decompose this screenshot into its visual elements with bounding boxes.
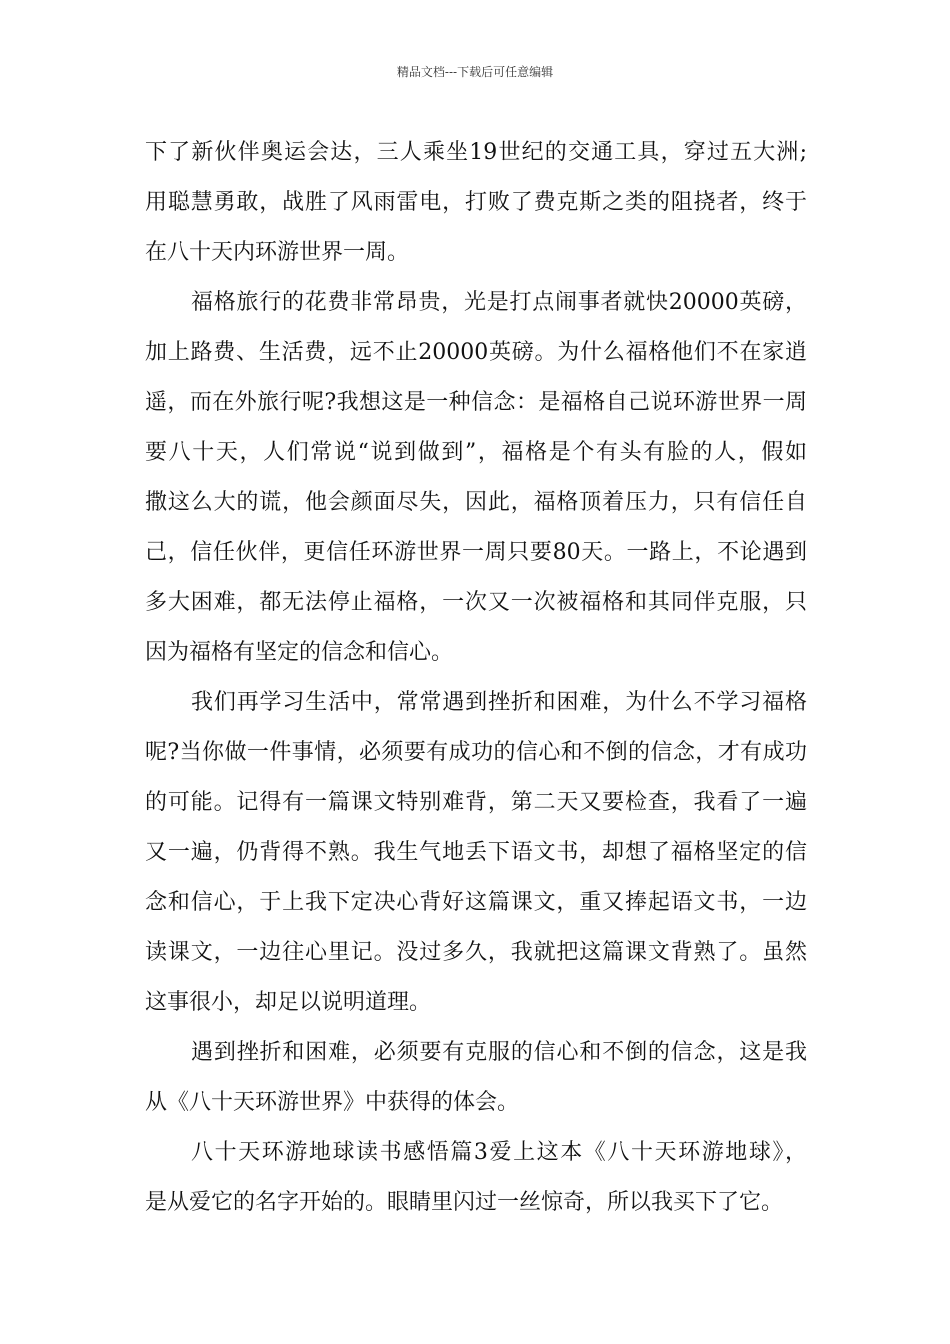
text-line: 遥，而在外旅行呢?我想这是一种信念：是福格自己说环游世界一周 [145, 390, 807, 415]
text-line: 因为福格有坚定的信念和信心。 [145, 640, 454, 665]
text-line: 在八十天内环游世界一周。 [145, 240, 410, 265]
text-line: 下了新伙伴奥运会达，三人乘坐19世纪的交通工具，穿过五大洲; [145, 140, 807, 165]
text-line: 的可能。记得有一篇课文特别难背，第二天又要检查，我看了一遍 [145, 790, 807, 815]
text-line: 呢?当你做一件事情，必须要有成功的信心和不倒的信念，才有成功 [145, 740, 807, 765]
text-line: 用聪慧勇敢，战胜了风雨雷电，打败了费克斯之类的阻挠者，终于 [145, 190, 807, 215]
text-line: 念和信心，于上我下定决心背好这篇课文，重又捧起语文书，一边 [145, 890, 807, 915]
paragraph-2 [145, 278, 807, 678]
text-line: 我们再学习生活中，常常遇到挫折和困难，为什么不学习福格 [191, 690, 807, 715]
text-line: 多大困难，都无法停止福格，一次又一次被福格和其同伴克服，只 [145, 590, 807, 615]
text-line: 撒这么大的谎，他会颜面尽失，因此，福格顶着压力，只有信任自 [145, 490, 807, 515]
text-line: 又一遍，仍背得不熟。我生气地丢下语文书，却想了福格坚定的信 [145, 840, 807, 865]
text-line: 加上路费、生活费，远不止20000英磅。为什么福格他们不在家逍 [145, 340, 807, 365]
text-line: 是从爱它的名字开始的。眼睛里闪过一丝惊奇，所以我买下了它。 [145, 1190, 784, 1215]
body-text [145, 128, 807, 1228]
paragraph-5 [145, 1128, 807, 1228]
text-line: 己，信任伙伴，更信任环游世界一周只要80天。一路上，不论遇到 [145, 540, 807, 565]
text-line: 这事很小，却足以说明道理。 [145, 990, 432, 1015]
text-line: 要八十天，人们常说“说到做到”，福格是个有头有脸的人，假如 [145, 440, 807, 465]
paragraph-3 [145, 678, 807, 1028]
paragraph-4 [145, 1028, 807, 1128]
text-line: 福格旅行的花费非常昂贵，光是打点闹事者就快20000英磅， [191, 290, 807, 315]
text-line: 读课文，一边往心里记。没过多久，我就把这篇课文背熟了。虽然 [145, 940, 807, 965]
text-line: 遇到挫折和困难，必须要有克服的信心和不倒的信念，这是我 [191, 1040, 807, 1065]
text-line: 八十天环游地球读书感悟篇3爱上这本《八十天环游地球》， [191, 1140, 807, 1165]
text-line: 从《八十天环游世界》中获得的体会。 [145, 1090, 520, 1115]
page-header: 精品文档---下载后可任意编辑 [396, 65, 554, 79]
paragraph-1 [145, 128, 807, 278]
